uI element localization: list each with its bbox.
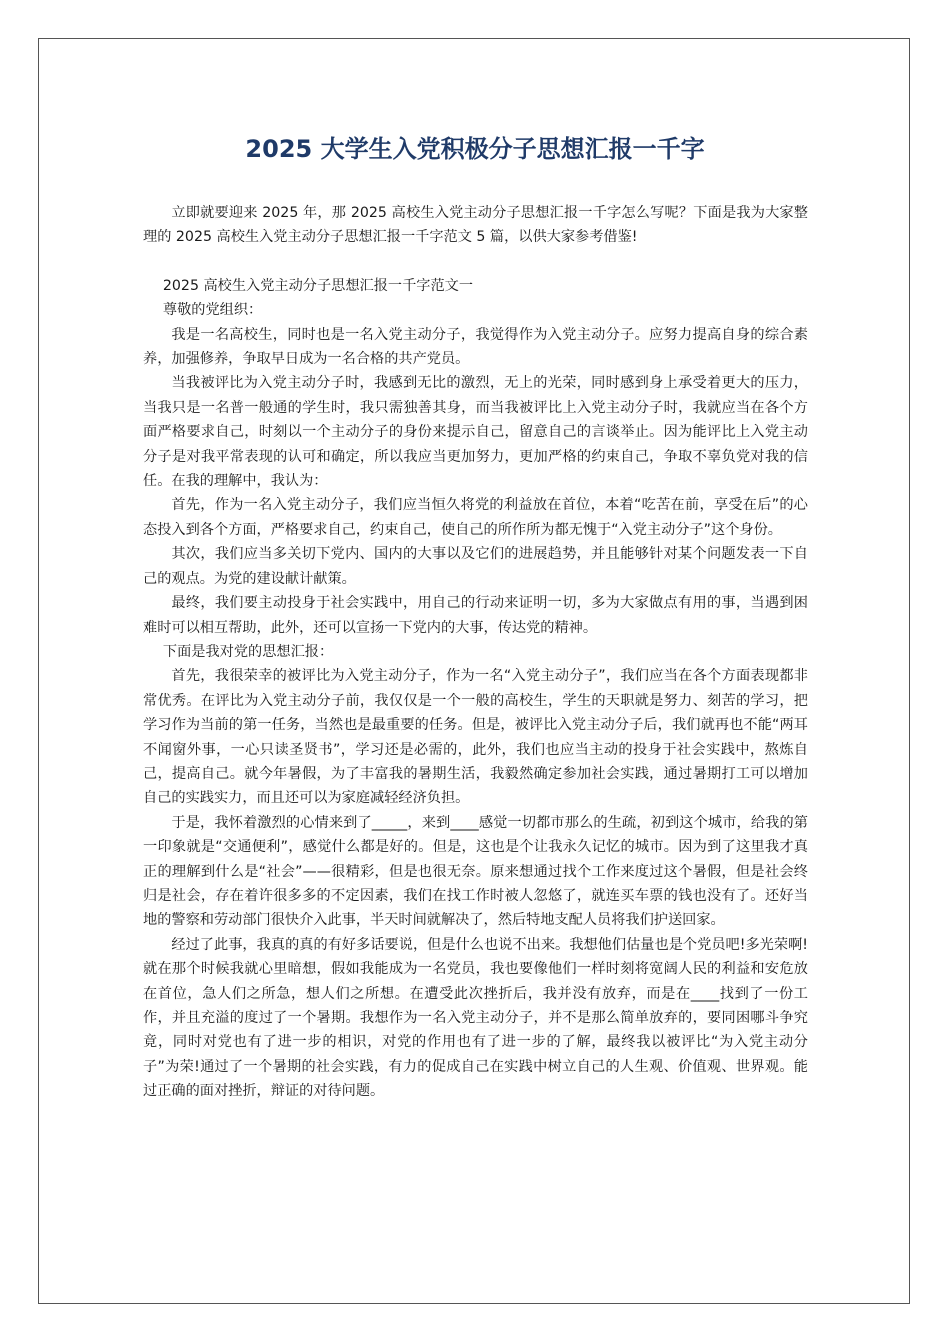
document-title: 2025 大学生入党积极分子思想汇报一千字 <box>245 135 705 163</box>
intro-paragraph: 立即就要迎来 2025 年，那 2025 高校生入党主动分子思想汇报一千字怎么写呢？下面是我为大家整理的 2025 高校生入党主动分子思想汇报一千字范文 5 篇，以供大家参考借鉴! <box>143 205 808 246</box>
body-paragraph: 首先，作为一名入党主动分子，我们应当恒久将党的利益放在首位，本着“吃苦在前，享受在后”的心态投入到各个方面，严格要求自己，约束自己，使自己的所作所为都无愧于“入党主动分子”这个身份。 <box>143 497 808 538</box>
body-paragraph: 经过了此事，我真的真的有好多话要说，但是什么也说不出来。我想他们估量也是个党员吧!多光荣啊!就在那个时候我就心里暗想，假如我能成为一名党员，我也要像他们一样时刻将宽阔人民的利益和安危放在首位，急人们之所急，想人们之所想。在遭受此次挫折后，我并没有放弃，而是在____找到了一份工作，并且充溢的度过了一个暑期。我想作为一名入党主动分子，并不是那么简单放弃的，要同困哪斗争究竟，同时对党也有了进一步的相识，对党的作用也有了进一步的了解，最终我以被评比“为入党主动分子”为荣!通过了一个暑期的社会实践，有力的促成自己在实践中树立自己的人生观、价值观、世界观。能过正确的面对挫折，辩证的对待问题。 <box>143 936 808 1100</box>
body-paragraph: 最终，我们要主动投身于社会实践中，用自己的行动来证明一切，多为大家做点有用的事，当遇到困难时可以相互帮助，此外，还可以宣扬一下党内的大事，传达党的精神。 <box>143 595 808 636</box>
essay-heading: 2025 高校生入党主动分子思想汇报一千字范文一 <box>162 277 474 294</box>
document-body <box>143 201 808 1104</box>
body-paragraph: 其次，我们应当多关切下党内、国内的大事以及它们的进展趋势，并且能够针对某个问题发表一下自己的观点。为党的建设献计献策。 <box>143 546 808 587</box>
body-paragraph: 当我被评比为入党主动分子时，我感到无比的激烈，无上的光荣，同时感到身上承受着更大的压力，当我只是一名普一般通的学生时，我只需独善其身，而当我被评比上入党主动分子时，我就应当在各个方面严格要求自己，时刻以一个主动分子的身份来提示自己，留意自己的言谈举止。因为能评比上入党主动分子是对我平常表现的认可和确定，所以我应当更加努力，更加严格的约束自己，争取不辜负党对我的信任。在我的理解中，我认为： <box>143 375 808 490</box>
salutation: 尊敬的党组织： <box>162 302 263 319</box>
body-paragraph: 于是，我怀着激烈的心情来到了_____，来到____感觉一切都市那么的生疏，初到这个城市，给我的第一印象就是“交通便利”，感觉什么都是好的。但是，这也是个让我永久记忆的城市。因为到了这里我才真正的理解到什么是“社会”——很精彩，但是也很无奈。原来想通过找个工作来度过这个暑假，但是社会终归是社会，存在着许很多多的不定因素，我们在找工作时被人忽悠了，就连买车票的钱也没有了。还好当地的警察和劳动部门很快介入此事，半天时间就解决了，然后特地支配人员将我们护送回家。 <box>143 814 808 929</box>
body-paragraph: 我是一名高校生，同时也是一名入党主动分子，我觉得作为入党主动分子。应努力提高自身的综合素养，加强修养，争取早日成为一名合格的共产党员。 <box>143 326 808 368</box>
body-paragraph: 下面是我对党的思想汇报： <box>162 643 334 660</box>
body-paragraph: 首先，我很荣幸的被评比为入党主动分子，作为一名“入党主动分子”，我们应当在各个方面表现都非常优秀。在评比为入党主动分子前，我仅仅是一个一般的高校生，学生的天职就是努力、刻苦的学习，把学习作为当前的第一任务，当然也是最重要的任务。但是，被评比入党主动分子后，我们就再也不能“两耳不闻窗外事，一心只读圣贤书”，学习还是必需的，此外，我们也应当主动的投身于社会实践中，熬炼自己，提高自己。就今年暑假，为了丰富我的暑期生活，我毅然确定参加社会实践，通过暑期打工可以增加自己的实践实力，而且还可以为家庭减轻经济负担。 <box>143 668 808 807</box>
